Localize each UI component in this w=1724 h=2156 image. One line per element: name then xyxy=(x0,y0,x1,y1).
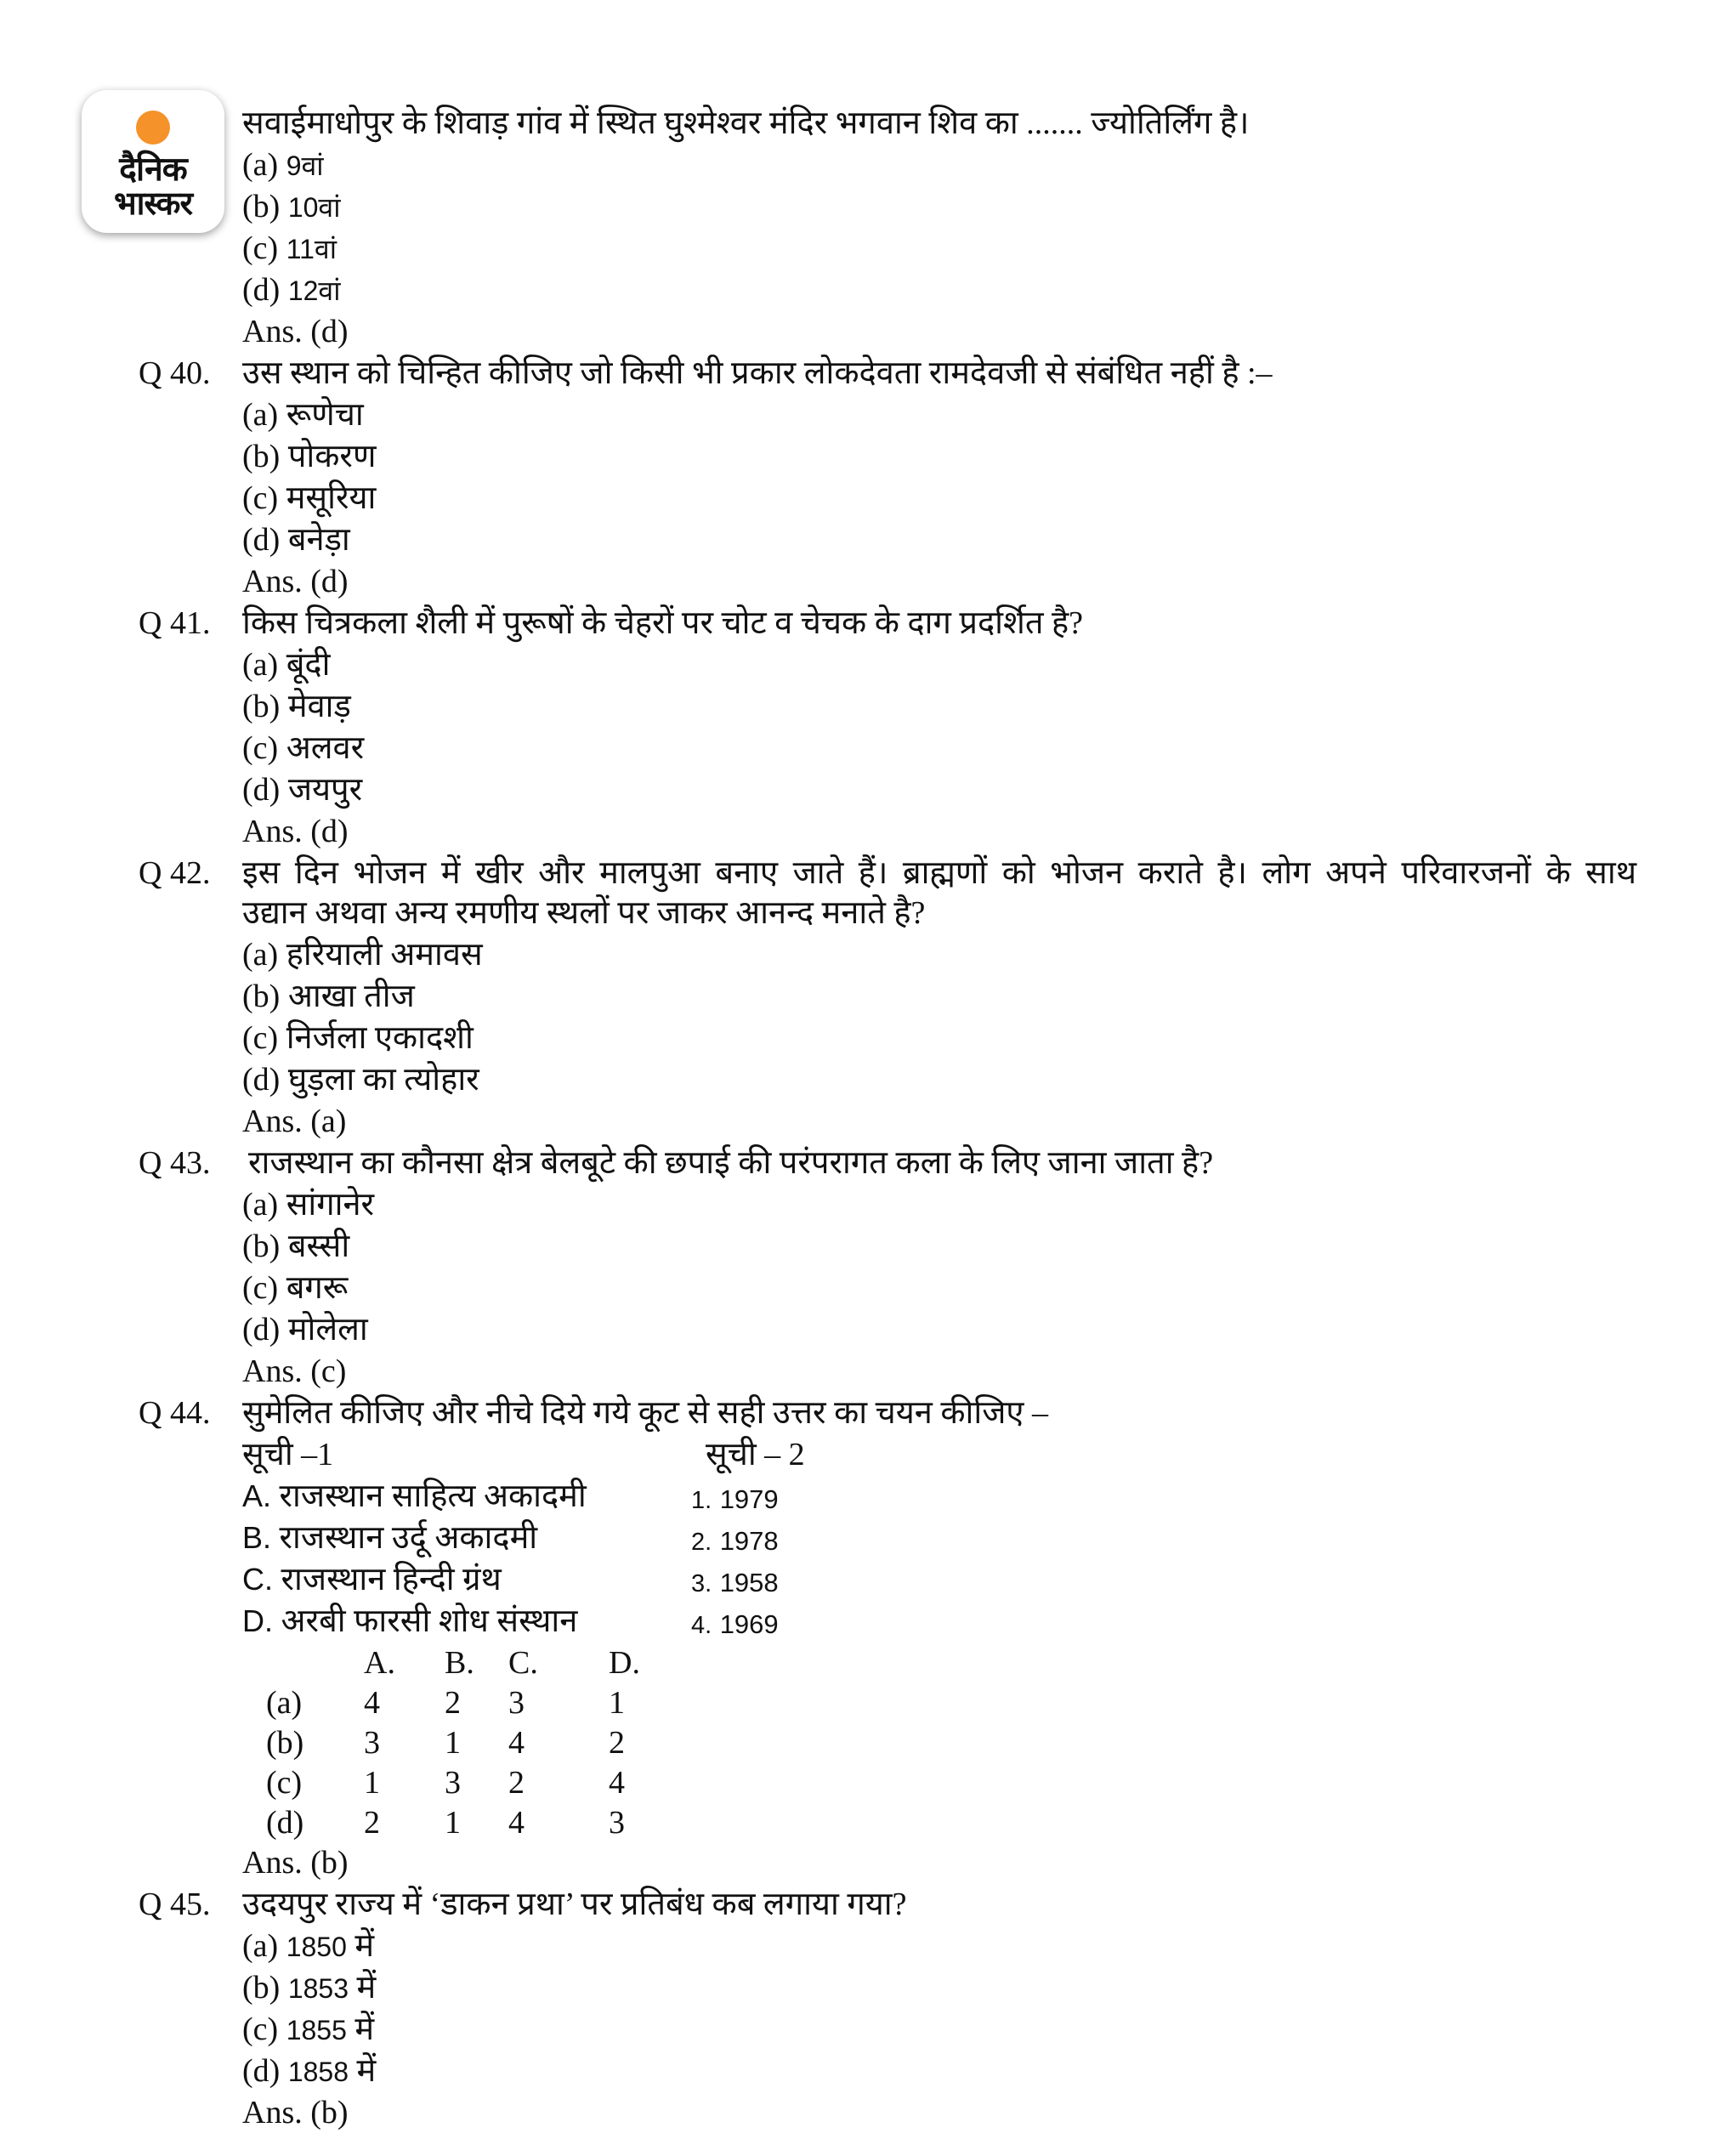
option-b: (b) बस्सी xyxy=(242,1228,350,1264)
option-c: (c) अलवर xyxy=(242,730,365,766)
code-cell: 1 xyxy=(445,1805,461,1841)
question-text-line-1: इस दिन भोजन में खीर और मालपुआ बनाए जाते हैं। ब्राह्मणों को भोजन कराते है। लोग अपने परिवारजनों के साथ xyxy=(242,855,1636,891)
question-text: उस स्थान को चिन्हित कीजिए जो किसी भी प्रकार लोकदेवता रामदेवजी से संबंधित नहीं है :– xyxy=(242,355,1273,391)
question-number: Q 40. xyxy=(139,355,211,391)
option-a: (a) हरियाली अमावस xyxy=(242,937,483,973)
answer: Ans. (d) xyxy=(242,564,349,599)
code-header: D. xyxy=(609,1645,640,1681)
list-2-item: 3. 1958 xyxy=(691,1568,779,1597)
code-cell: 2 xyxy=(609,1725,625,1761)
answer: Ans. (c) xyxy=(242,1353,347,1389)
code-row-label: (a) xyxy=(266,1685,303,1721)
option-d: (d) 1858 में xyxy=(242,2053,377,2089)
code-cell: 3 xyxy=(364,1725,380,1761)
dainik-bhaskar-logo xyxy=(82,90,224,233)
list-1-item: B. राजस्थान उर्दू अकादमी xyxy=(242,1520,538,1556)
code-header: B. xyxy=(445,1645,474,1681)
option-d: (d) जयपुर xyxy=(242,772,363,808)
logo-word-bhaskar: भास्कर xyxy=(113,184,193,222)
code-cell: 2 xyxy=(508,1765,525,1801)
option-b: (b) मेवाड़ xyxy=(242,689,351,724)
code-cell: 4 xyxy=(609,1765,625,1801)
option-c: (c) बगरू xyxy=(242,1270,349,1306)
code-row-label: (d) xyxy=(266,1805,304,1841)
option-a: (a) सांगानेर xyxy=(242,1187,375,1223)
question-text: किस चित्रकला शैली में पुरूषों के चेहरों पर चोट व चेचक के दाग प्रदर्शित है? xyxy=(242,605,1084,641)
option-a: (a) 1850 में xyxy=(242,1928,375,1964)
question-number: Q 43. xyxy=(139,1145,211,1181)
code-cell: 3 xyxy=(445,1765,461,1801)
question-text: सुमेलित कीजिए और नीचे दिये गये कूट से सही उत्तर का चयन कीजिए – xyxy=(242,1395,1048,1431)
answer: Ans. (b) xyxy=(242,1845,349,1881)
list-1-item: D. अरबी फारसी शोध संस्थान xyxy=(242,1603,578,1639)
code-header: C. xyxy=(508,1645,538,1681)
list-2-header: सूची – 2 xyxy=(706,1437,805,1472)
option-c: (c) 11वां xyxy=(242,230,337,266)
code-cell: 1 xyxy=(609,1685,625,1721)
answer: Ans. (d) xyxy=(242,314,349,349)
code-header: A. xyxy=(364,1645,395,1681)
list-1-header: सूची –1 xyxy=(242,1437,334,1472)
option-a: (a) 9वां xyxy=(242,147,324,183)
list-1-item: A. राजस्थान साहित्य अकादमी xyxy=(242,1478,587,1514)
question-number: Q 44. xyxy=(139,1395,211,1431)
code-cell: 4 xyxy=(508,1805,525,1841)
code-cell: 1 xyxy=(445,1725,461,1761)
option-c: (c) 1855 में xyxy=(242,2011,375,2047)
code-row-label: (b) xyxy=(266,1725,304,1761)
code-cell: 2 xyxy=(364,1805,380,1841)
option-c: (c) निर्जला एकादशी xyxy=(242,1020,474,1056)
option-d: (d) बनेड़ा xyxy=(242,522,350,558)
code-cell: 3 xyxy=(609,1805,625,1841)
list-1-item: C. राजस्थान हिन्दी ग्रंथ xyxy=(242,1562,502,1597)
code-cell: 2 xyxy=(445,1685,461,1721)
option-a: (a) बूंदी xyxy=(242,647,331,683)
option-b: (b) 10वां xyxy=(242,189,341,224)
answer: Ans. (a) xyxy=(242,1104,347,1139)
list-2-item: 1. 1979 xyxy=(691,1484,779,1514)
option-d: (d) मोलेला xyxy=(242,1312,368,1348)
list-2-item: 2. 1978 xyxy=(691,1526,779,1556)
question-number: Q 42. xyxy=(139,855,211,891)
option-b: (b) पोकरण xyxy=(242,439,377,474)
option-b: (b) आखा तीज xyxy=(242,979,415,1014)
code-row-label: (c) xyxy=(266,1765,303,1801)
question-number: Q 41. xyxy=(139,605,211,641)
question-text: राजस्थान का कौनसा क्षेत्र बेलबूटे की छपाई की परंपरागत कला के लिए जाना जाता है? xyxy=(248,1145,1214,1181)
list-2-item: 4. 1969 xyxy=(691,1609,779,1639)
code-cell: 1 xyxy=(364,1765,380,1801)
code-cell: 4 xyxy=(508,1725,525,1761)
code-cell: 3 xyxy=(508,1685,525,1721)
option-b: (b) 1853 में xyxy=(242,1970,377,2006)
question-text: उदयपुर राज्य में ‘डाकन प्रथा’ पर प्रतिबंध कब लगाया गया? xyxy=(242,1886,907,1922)
option-c: (c) मसूरिया xyxy=(242,480,377,516)
option-d: (d) 12वां xyxy=(242,272,341,308)
code-cell: 4 xyxy=(364,1685,380,1721)
question-text-line-2: उद्यान अथवा अन्य रमणीय स्थलों पर जाकर आनन्द मनाते है? xyxy=(242,895,926,931)
answer: Ans. (b) xyxy=(242,2095,349,2130)
question-number: Q 45. xyxy=(139,1886,211,1922)
question-text: सवाईमाधोपुर के शिवाड़ गांव में स्थित घुश्मेश्वर मंदिर भगवान शिव का ....... ज्योतिर्लिंग है। xyxy=(242,105,1250,141)
logo-word-dainik: दैनिक xyxy=(119,150,187,189)
option-d: (d) घुड़ला का त्योहार xyxy=(242,1062,479,1098)
option-a: (a) रूणेचा xyxy=(242,397,364,433)
sun-icon xyxy=(136,111,170,145)
answer: Ans. (d) xyxy=(242,814,349,849)
